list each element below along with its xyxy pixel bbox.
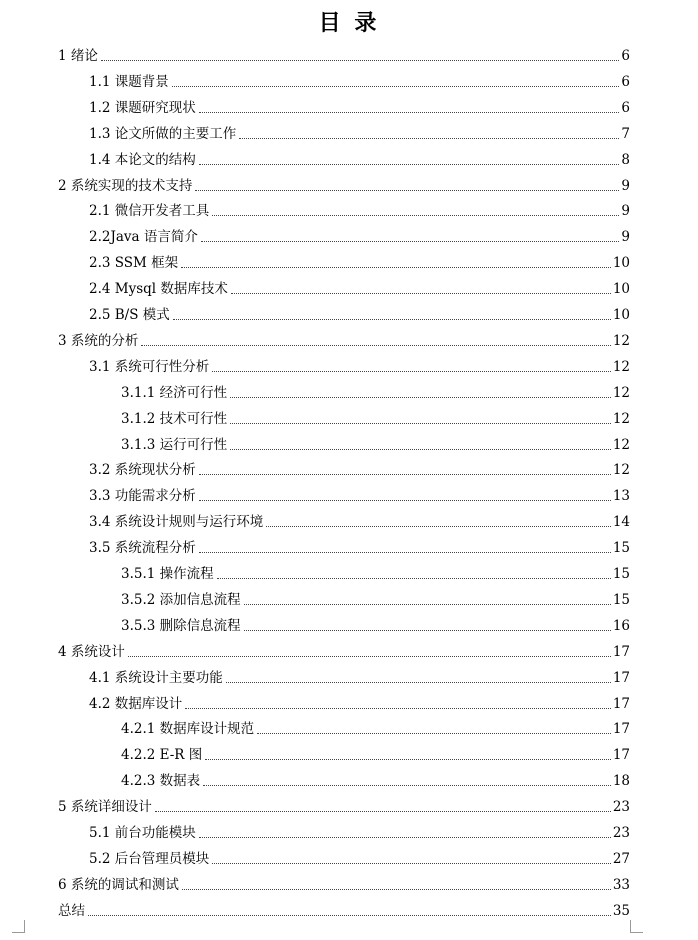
toc-page-number: 17	[612, 695, 630, 712]
toc-entry-text: 3.5.1 操作流程	[121, 566, 214, 582]
toc-entry-text: 3.4 系统设计规则与运行环境	[89, 514, 264, 531]
toc-entry-text: 3.5.3 删除信息流程	[121, 617, 241, 634]
toc-entry[interactable]	[0, 742, 698, 764]
toc-leader-dots	[155, 811, 611, 812]
toc-entry[interactable]	[0, 406, 698, 428]
toc-leader-dots	[199, 112, 620, 113]
toc-entry-text: 3.5.2 添加信息流程	[121, 591, 241, 608]
toc-entry[interactable]	[0, 198, 698, 220]
toc-entry[interactable]	[0, 898, 698, 920]
toc-entry[interactable]	[0, 69, 698, 91]
toc-page-number: 17	[612, 747, 630, 764]
toc-leader-dots	[257, 733, 611, 734]
toc-title: 目 录	[318, 11, 380, 36]
toc-entry[interactable]	[0, 328, 698, 350]
toc-entry-text: 1.3 论文所做的主要工作	[89, 125, 237, 142]
toc-page-number: 23	[612, 825, 630, 841]
toc-page-number: 35	[612, 902, 630, 919]
page-corner-mark-right	[630, 920, 643, 933]
toc-page-number: 17	[612, 669, 630, 686]
toc-leader-dots	[199, 500, 611, 501]
toc-entry-text: 4.2.2 E-R 图	[121, 747, 203, 764]
toc-page-number: 6	[621, 73, 630, 90]
page-corner-mark-left	[12, 920, 25, 933]
toc-page-number: 12	[612, 410, 630, 427]
toc-entry-text: 1.1 课题背景	[89, 73, 169, 90]
toc-entry[interactable]	[0, 587, 698, 609]
toc-entry[interactable]	[0, 43, 698, 65]
toc-leader-dots	[212, 371, 611, 372]
toc-entry-text: 3.1.3 运行可行性	[121, 436, 228, 453]
toc-entry[interactable]	[0, 535, 698, 557]
toc-entry[interactable]	[0, 121, 698, 143]
toc-entry-text: 2.5 B/S 模式	[89, 307, 170, 323]
toc-leader-dots	[199, 552, 611, 553]
toc-entry-text: 3.3 功能需求分析	[89, 488, 196, 505]
toc-entry[interactable]	[0, 716, 698, 738]
toc-leader-dots	[231, 293, 611, 294]
toc-page-number: 10	[612, 281, 630, 298]
toc-leader-dots	[172, 86, 620, 87]
toc-entry-text: 2.4 Mysql 数据库技术	[89, 281, 228, 298]
toc-leader-dots	[199, 837, 611, 838]
toc-entry[interactable]	[0, 380, 698, 402]
toc-entry[interactable]	[0, 354, 698, 376]
toc-entry-text: 2.2Java 语言简介	[89, 229, 198, 246]
toc-leader-dots	[266, 526, 611, 527]
toc-entry[interactable]	[0, 820, 698, 842]
toc-entry-text: 5.1 前台功能模块	[89, 825, 196, 841]
toc-leader-dots	[173, 319, 611, 320]
toc-page-number: 9	[621, 229, 630, 246]
toc-page-number: 15	[612, 591, 630, 608]
toc-leader-dots	[230, 423, 611, 424]
toc-entry-text: 5.2 后台管理员模块	[89, 850, 210, 867]
toc-leader-dots	[226, 682, 611, 683]
toc-leader-dots	[217, 578, 611, 579]
toc-entry-text: 总结	[58, 902, 85, 919]
toc-leader-dots	[181, 267, 611, 268]
toc-entry[interactable]	[0, 457, 698, 479]
toc-entry[interactable]	[0, 432, 698, 454]
toc-entry[interactable]	[0, 509, 698, 531]
toc-entry-text: 1.2 课题研究现状	[89, 99, 196, 116]
toc-entry[interactable]	[0, 794, 698, 816]
toc-leader-dots	[195, 190, 619, 191]
toc-page-number: 8	[621, 151, 630, 168]
toc-entry[interactable]	[0, 872, 698, 894]
toc-entry-text: 3.2 系统现状分析	[89, 462, 196, 479]
toc-page-number: 27	[612, 850, 630, 867]
toc-page-number: 9	[621, 203, 630, 220]
toc-entry-text: 4.2.3 数据表	[121, 773, 201, 790]
toc-page-number: 7	[621, 125, 630, 142]
toc-leader-dots	[212, 215, 619, 216]
toc-entry[interactable]	[0, 483, 698, 505]
toc-entry[interactable]	[0, 302, 698, 324]
toc-page-number: 15	[612, 566, 630, 582]
toc-page-number: 13	[612, 488, 630, 505]
toc-page-number: 12	[612, 358, 630, 375]
toc-page-number: 12	[612, 436, 630, 453]
toc-leader-dots	[101, 60, 620, 61]
toc-entry[interactable]	[0, 846, 698, 868]
toc-entry-text: 3.5 系统流程分析	[89, 540, 196, 557]
toc-page-number: 16	[612, 617, 630, 634]
toc-entry[interactable]	[0, 691, 698, 713]
toc-page-number: 17	[612, 721, 630, 738]
toc-page-number: 15	[612, 540, 630, 557]
toc-leader-dots	[199, 474, 611, 475]
toc-entry-text: 6 系统的调试和测试	[58, 876, 179, 893]
toc-leader-dots	[185, 708, 611, 709]
toc-leader-dots	[128, 656, 611, 657]
toc-entry[interactable]	[0, 250, 698, 272]
toc-entry-text: 3.1.2 技术可行性	[121, 410, 228, 427]
toc-page-number: 6	[621, 48, 630, 64]
toc-page-number: 10	[612, 307, 630, 323]
toc-leader-dots	[141, 345, 610, 346]
toc-entry[interactable]	[0, 768, 698, 790]
toc-leader-dots	[212, 863, 611, 864]
toc-entry[interactable]	[0, 173, 698, 195]
toc-page-number: 6	[621, 99, 630, 116]
toc-page-number: 14	[612, 514, 630, 531]
toc-entry-text: 1 绪论	[58, 48, 98, 64]
toc-entry-text: 1.4 本论文的结构	[89, 151, 196, 168]
toc-leader-dots	[205, 759, 611, 760]
toc-leader-dots	[201, 241, 620, 242]
toc-page-number: 10	[612, 255, 630, 272]
toc-entry-text: 2 系统实现的技术支持	[58, 177, 193, 194]
toc-entry-text: 5 系统详细设计	[58, 799, 152, 816]
toc-entry[interactable]	[0, 639, 698, 661]
toc-entry-text: 2.3 SSM 框架	[89, 255, 179, 272]
toc-leader-dots	[182, 889, 611, 890]
toc-entry-text: 4.2.1 数据库设计规范	[121, 721, 255, 738]
toc-leader-dots	[230, 397, 611, 398]
toc-page-number: 12	[612, 384, 630, 401]
toc-entry[interactable]	[0, 147, 698, 169]
toc-leader-dots	[203, 785, 611, 786]
toc-entry[interactable]	[0, 665, 698, 687]
toc-leader-dots	[244, 630, 611, 631]
toc-entry-text: 3.1 系统可行性分析	[89, 358, 210, 375]
toc-entry[interactable]	[0, 95, 698, 117]
toc-entry[interactable]	[0, 276, 698, 298]
toc-leader-dots	[239, 138, 619, 139]
toc-entry-text: 4 系统设计	[58, 643, 125, 660]
toc-entry-text: 3.1.1 经济可行性	[121, 384, 228, 401]
toc-page-number: 18	[612, 773, 630, 790]
toc-leader-dots	[199, 164, 620, 165]
toc-page-number: 9	[621, 177, 630, 194]
toc-entry[interactable]	[0, 561, 698, 583]
toc-entry[interactable]	[0, 224, 698, 246]
toc-entry-text: 2.1 微信开发者工具	[89, 203, 210, 220]
toc-page-number: 12	[612, 332, 630, 349]
toc-page-number: 33	[612, 876, 630, 893]
toc-entry-text: 3 系统的分析	[58, 332, 139, 349]
toc-entry[interactable]	[0, 613, 698, 635]
toc-page-number: 17	[612, 643, 630, 660]
toc-page-number: 12	[612, 462, 630, 479]
toc-entry-text: 4.1 系统设计主要功能	[89, 669, 223, 686]
toc-page-number: 23	[612, 799, 630, 816]
toc-leader-dots	[230, 449, 611, 450]
toc-leader-dots	[88, 915, 611, 916]
toc-leader-dots	[244, 604, 611, 605]
toc-entry-text: 4.2 数据库设计	[89, 695, 183, 712]
